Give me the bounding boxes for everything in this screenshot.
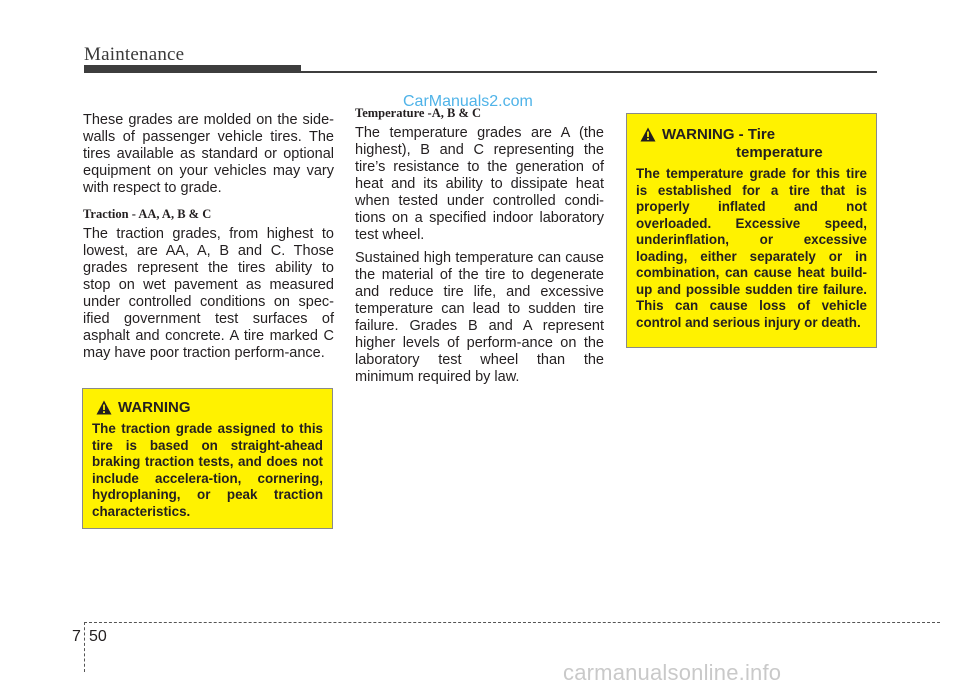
traction-warning-title: WARNING <box>118 399 191 416</box>
temperature-warning-header <box>636 126 867 162</box>
page-number: 50 <box>89 628 107 645</box>
footer-rule <box>84 622 940 623</box>
warning-triangle-icon <box>640 127 656 142</box>
temperature-warning-box <box>626 113 877 348</box>
warning-triangle-icon <box>96 400 112 415</box>
footer-divider <box>84 622 85 672</box>
traction-warning-box <box>82 388 333 529</box>
temperature-subheading: Temperature -A, B & C <box>355 106 482 120</box>
temperature-warning-title-line2: temperature <box>736 144 823 161</box>
page-header-title: Maintenance <box>84 44 185 65</box>
column-middle <box>355 106 604 392</box>
temperature-warning-title-line1: WARNING - Tire <box>662 126 776 143</box>
column-left <box>83 112 334 368</box>
temperature-warning-title <box>662 126 823 162</box>
intro-paragraph: These grades are molded on the side-walls of passenger vehicle tires. The tires available as standard or optional equipment on your vehicles may vary with respect to grade. <box>83 112 334 196</box>
traction-subheading: Traction - AA, A, B & C <box>83 207 212 221</box>
traction-warning-text: The traction grade assigned to this tire is based on straight-ahead braking traction tests, and does not include accelera-tion, cornering, hydroplaning, or peak traction characteristics. <box>92 421 323 519</box>
temperature-warning-text: The temperature grade for this tire is established for a tire that is properly inflated and not overloaded. Excessive speed, underinflation, or excessive loading, either separately or in combination, can cause heat build-up and possible sudden tire failure. This can cause loss of vehicle control and serious injury or death. <box>636 166 867 330</box>
temperature-paragraph-2: Sustained high temperature can cause the material of the tire to degenerate and reduce tire life, and excessive temperature can lead to sudden tire failure. Grades B and A represent higher levels of perform-ance on the laboratory test wheel than the minimum required by law. <box>355 250 604 385</box>
watermark-top: CarManuals2.com <box>403 93 533 110</box>
watermark-bottom: carmanualsonline.info <box>563 660 782 685</box>
traction-warning-header <box>92 399 323 417</box>
traction-paragraph: The traction grades, from highest to lowest, are AA, A, B and C. Those grades represent the tires ability to stop on wet pavement as measured under controlled conditions on spec-ified government test surfaces of asphalt and concrete. A tire marked C may have poor traction perform-ance. <box>83 226 334 361</box>
chapter-number: 7 <box>72 628 81 645</box>
header-rule-thin <box>84 71 877 73</box>
temperature-paragraph-1: The temperature grades are A (the highest), B and C representing the tire’s resistance to the generation of heat and its ability to dissipate heat when tested under controlled condi-tions on a specified indoor laboratory test wheel. <box>355 125 604 243</box>
